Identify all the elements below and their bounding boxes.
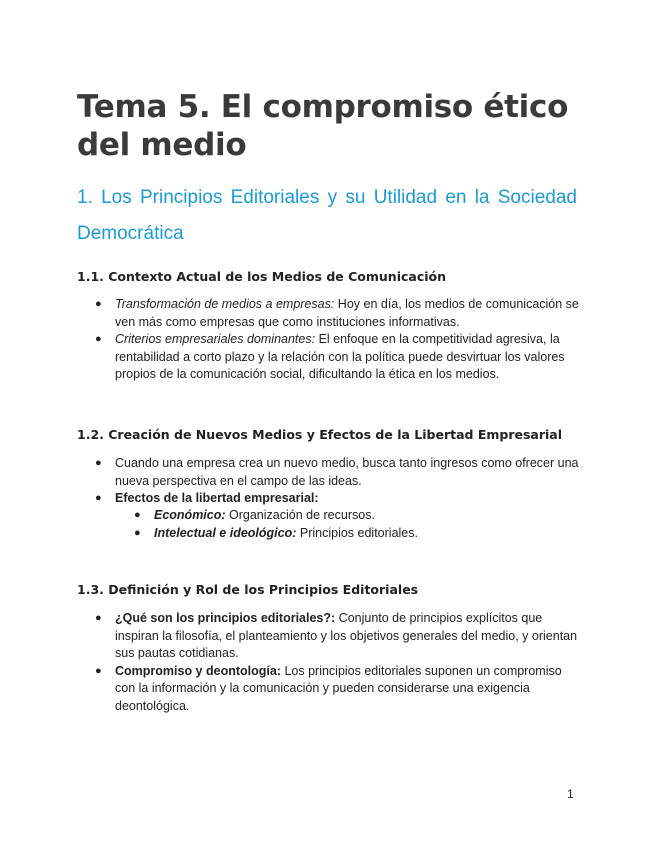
item-text: El enfoque en la competitividad agresiva, la rentabilidad a corto plazo y la relación con la política puede desvirtuar los valores propios de la comunicación social, dificultando la ética en los medios. — [115, 332, 565, 381]
subsection-heading-1-1: 1.1. Contexto Actual de los Medios de Comunicación — [77, 269, 447, 284]
bullet-icon: ● — [95, 492, 102, 504]
list-item — [134, 507, 584, 525]
bullet-list-1-3 — [95, 610, 585, 715]
bullet-list-1-1 — [95, 296, 585, 384]
item-lead: ¿Qué son los principios editoriales?: — [115, 611, 336, 625]
list-item — [95, 455, 585, 490]
list-item — [95, 490, 585, 508]
section-heading-1: 1. Los Principios Editoriales y su Utilidad en la Sociedad Democrática — [77, 187, 577, 244]
item-text: Cuando una empresa crea un nuevo medio, busca tanto ingresos como ofrecer una nueva perspectiva en el campo de las ideas. — [115, 456, 579, 488]
item-text: Hoy en día, los medios de comunicación se ven más como empresas que como instituciones informativas. — [115, 297, 579, 329]
bullet-icon: ● — [95, 298, 102, 310]
bullet-icon: ● — [95, 664, 102, 677]
item-lead: Transformación de medios a empresas: — [115, 297, 335, 311]
bullet-icon: ● — [95, 612, 102, 624]
list-item — [95, 610, 585, 663]
item-lead: Intelectual e ideológico: — [154, 525, 297, 540]
item-text: Conjunto de principios explícitos que inspiran la filosofía, el planteamiento y los objetivos generales del medio, y orientan sus pautas cotidianas. — [115, 611, 578, 660]
bullet-icon: ● — [134, 526, 141, 539]
bullet-icon: ● — [95, 333, 102, 345]
bullet-list-1-2 — [95, 455, 585, 508]
item-text: Principios editoriales. — [296, 525, 418, 540]
bullet-icon: ● — [134, 509, 141, 521]
list-item — [95, 331, 585, 384]
page-title: Tema 5. El compromiso ético del medio — [77, 89, 569, 163]
item-text: Los principios editoriales suponen un compromiso con la información y la comunicación y pueden considerarse una exigencia deontológica. — [115, 663, 562, 713]
subsection-heading-1-3: 1.3. Definición y Rol de los Principios Editoriales — [77, 582, 419, 597]
page-number: 1 — [567, 787, 574, 801]
list-item — [95, 296, 585, 331]
item-lead: Criterios empresariales dominantes: — [115, 332, 316, 346]
list-item — [134, 525, 584, 543]
nested-bullet-list-1-2 — [134, 507, 584, 542]
list-item — [95, 663, 585, 716]
item-text: Organización de recursos. — [225, 508, 375, 522]
item-lead: Económico: — [154, 508, 226, 522]
bullet-icon: ● — [95, 457, 102, 469]
item-lead: Compromiso y deontología: — [115, 663, 281, 678]
subsection-heading-1-2: 1.2. Creación de Nuevos Medios y Efectos de la Libertad Empresarial — [77, 427, 563, 442]
item-lead: Efectos de la libertad empresarial: — [115, 491, 319, 505]
